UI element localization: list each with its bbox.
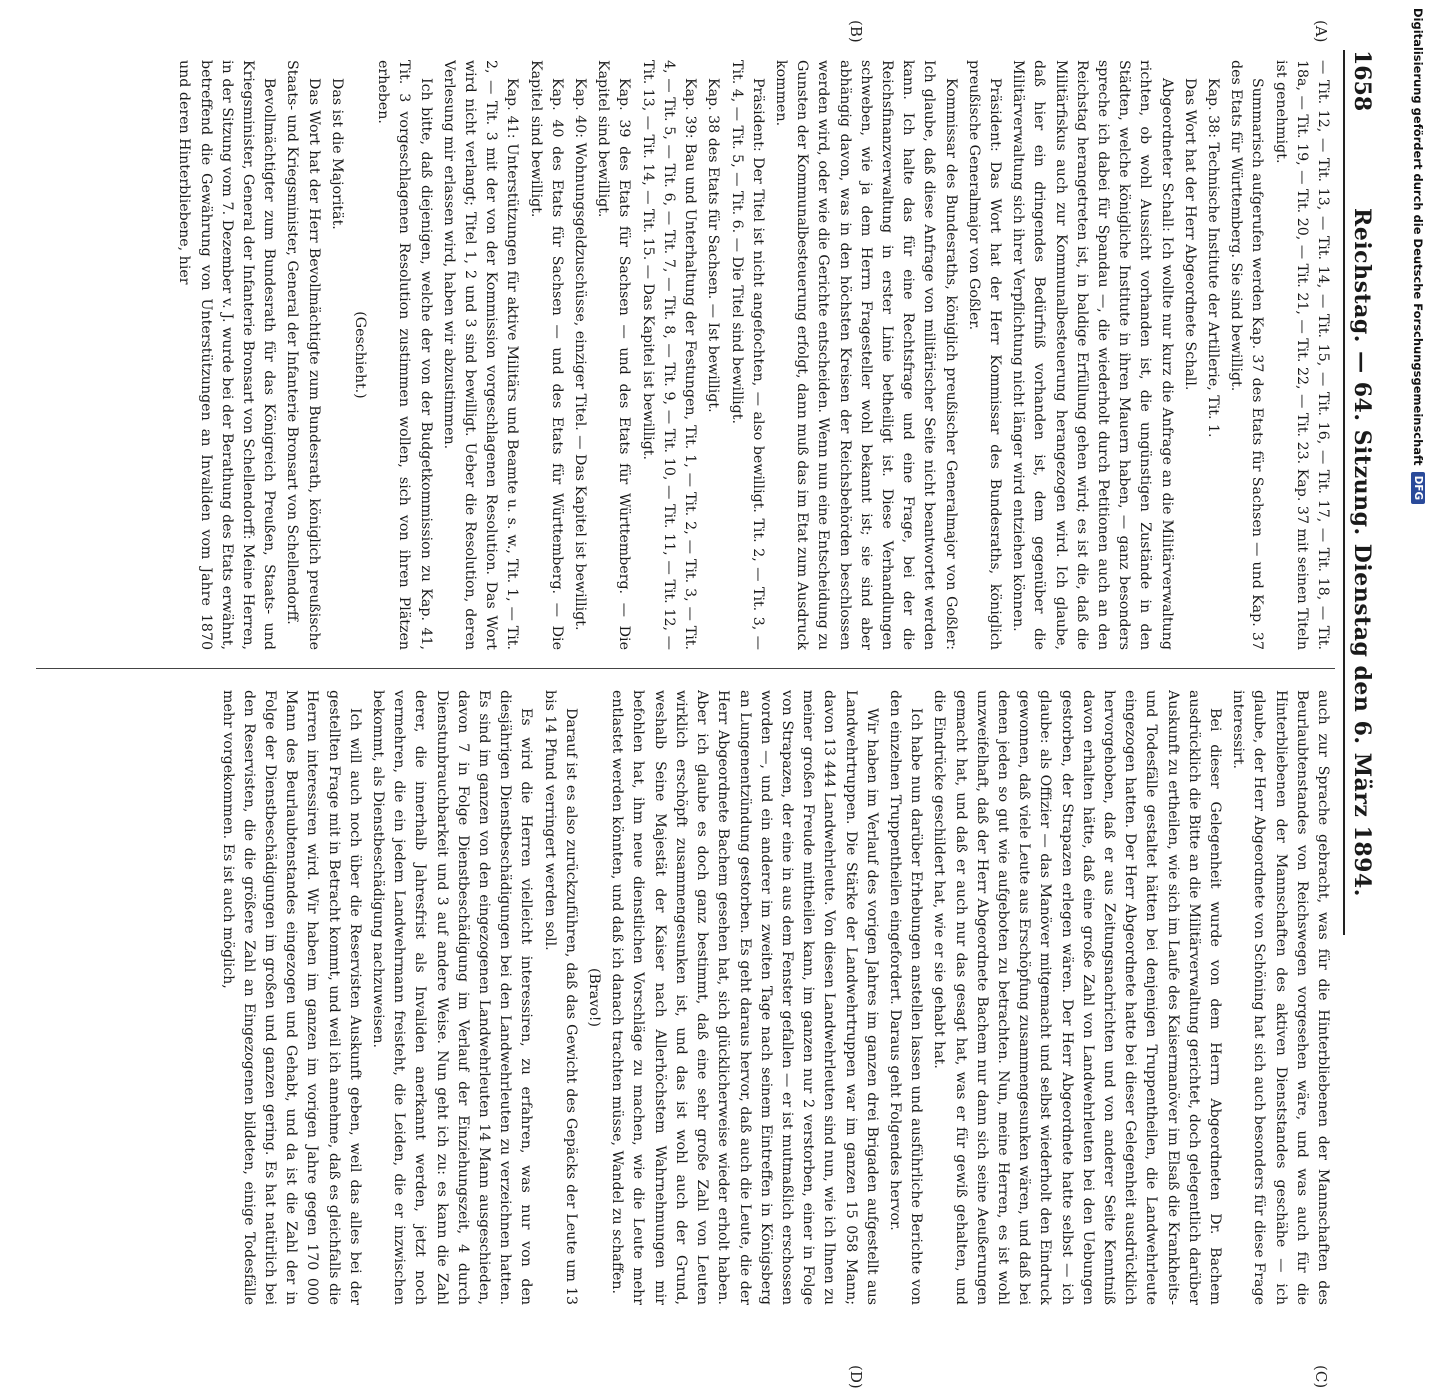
paragraph: Summarisch aufgerufen werden Kap. 37 des Etats für Sachsen — und Kap. 37 des Etats für Württemberg. Sie sind bewilligt. bbox=[1228, 60, 1266, 650]
paragraph: Ich will auch noch über die Reservisten Auskunft geben, weil das alles bei der gestellten Frage mit in Betracht kommt, und weil ich annehme, daß es gleichfalls die Herren interessiren wird. Wir haben im ganzen im vorigen Jahre gegen 170 000 Mann des Beurlaubtenstandes eingezogen und Gehabt, und da ist die Zahl der in Folge der Dienstbeschädigungen im großen und ganzen gering. Es hat natürlich bei den Reservisten, die die größere Zahl an Eingezogenen bildeten, einige Todesfälle mehr vorgekommen. Es ist auch möglich, bbox=[219, 690, 363, 1305]
margin-marker-b: (B) bbox=[847, 20, 865, 43]
page-number: 1658 bbox=[1349, 50, 1375, 112]
interjection: (Bravo!) bbox=[586, 968, 603, 1027]
page-title: Reichstag. — 64. Sitzung. Dienstag den 6. März 1894. bbox=[1349, 208, 1375, 897]
dfg-logo: DFG bbox=[1411, 472, 1425, 505]
paragraph: Ich habe nun darüber Erhebungen anstellen lassen und ausführliche Berichte von den einzelnen Truppentheilen eingefordert. Daraus geht Folgendes hervor. bbox=[886, 690, 925, 1305]
paragraph: Kap. 40 des Etats für Sachsen — und des Etats für Württemberg. — Die Kapitel sind bewilligt. bbox=[527, 60, 565, 650]
paragraph: Kap. 39: Bau und Unterhaltung der Festungen, Tit. 1, — Tit. 2, — Tit. 3, — Tit. 4, — Tit. 5, — Tit. 6, — Tit. 7, — Tit. 8, — Tit. 9, — Tit. 10, — Tit. 11, — Tit. 12, — Tit. 13, — Tit. 14, — Tit. 15. — Das Kapitel ist bewilligt. bbox=[639, 60, 699, 650]
paragraph: Bei dieser Gelegenheit wurde von dem Herrn Abgeordneten Dr. Bachem ausdrücklich die Bitte an die Militärverwaltung gerichtet, doch gelegentlich darüber Auskunft zu ertheilen, wie sich im Laufe des Kaisermanöver im Elsaß die Krankheits- und Todesfälle gestaltet hätten bei denjenigen Truppentheilen, die Landwehrleute eingezogen hatten. Der Herr Abgeordnete hatte bei dieser Gelegenheit ausdrücklich hervorgehoben, daß er aus Zeitungsnachrichten und von anderer Seite Kenntniß davon erhalten hätte, daß eine große Zahl von Landwehrleuten bei den Uebungen gestorben, der Strapazen erlegen wären. Der Herr Abgeordnete hatte selbst — ich glaube: als Offizier — das Manöver mitgemacht und selbst wiederholt den Eindruck gewonnen, daß viele Leute aus Erschöpfung zusammengesunken wären, und daß bei denen jeden so gut wie aufgeboten zu betrachten. Nun, meine Herren, es ist wohl unzweifelhaft, daß der Herr Abgeordnete Bachem nur dann sich seine Aeußerungen gemacht hat, und daß er auch nur das gesagt hat, was er für gewiß gehalten, und die Eindrücke geschildert hat, wie er sie gehabt hat. bbox=[931, 690, 1223, 1305]
right-column bbox=[40, 690, 1333, 1305]
paragraph: — Tit. 12, — Tit. 13, — Tit. 14, — Tit. 15, — Tit. 16, — Tit. 17, — Tit. 18, — Tit. 18a, — Tit. 19, — Tit. 20, — Tit. 21, — Tit. 22, — Tit. 23. Kap. 37 mit seinen Titeln ist genehmigt. bbox=[1272, 60, 1331, 650]
paragraph: Abgeordneter Schall: Ich wollte nur kurz die Anfrage an die Militärverwaltung richten, ob wohl Aussicht vorhanden ist, die ungünstigen Zustände in den Städten, welche königliche Institute in ihren Mauern haben, — ganz besonders spreche ich dabei für Spandau —, die wiederholt durch Petitionen auch an den Reichstag herangetreten ist, in baldige Erfüllung gehen wird; es ist die, daß die Militärfiskus auch zur Kommunalbesteuerung herangezogen wird. Ich glaube, daß hier ein dringendes Bedürfniß vorhanden ist, dem gegenüber die Militärverwaltung sich ihrer Verpflichtung nicht länger wird entziehen können. bbox=[1010, 60, 1175, 650]
paragraph: Präsident: Der Titel ist nicht angefochten, — also bewilligt. Tit. 2, — Tit. 3, — Tit. 4, — Tit. 5, — Tit. 6. — Die Titel sind bewilligt. bbox=[728, 60, 766, 650]
margin-marker-a: (A) bbox=[1312, 20, 1330, 43]
margin-marker-c: (C) bbox=[1312, 1365, 1330, 1389]
dfg-notice bbox=[1408, 8, 1428, 993]
left-column bbox=[40, 60, 1333, 650]
paragraph: Darauf ist es also zurückzuführen, daß das Gewicht des Gepäcks der Leute um 13 bis 14 Pfund verringert werden soll. bbox=[541, 690, 579, 1305]
paragraph: Kap. 39 des Etats für Sachsen — und des Etats für Württemberg. — Die Kapitel sind bewilligt. bbox=[595, 60, 633, 650]
paragraph: Das Wort hat der Herr Abgeordnete Schall. bbox=[1181, 78, 1198, 391]
paragraph: Es wird die Herren vielleicht interessiren, zu erfahren, was nur von den diesjährigen Dienstbeschädigungen bei den Landwehrleuten zu verzeichnen hatten. Es sind im ganzen von den eingezogenen Landwehrleuten 14 Mann ausgeschieden, davon 7 in Folge Dienstbeschädigung im Verlauf der Einziehungszeit, 4 durch Dienstunbrauchbarkeit und 3 auf andere Weise. Nun geht ich zu: es kann die Zahl derer, die innerhalb Jahresfrist als Invaliden anerkannt werden, jetzt noch vermehren, die ein jedem Landwehrmann freisteht, die Leiden, die er inzwischen bekommt, als Dienstbeschädigung nachzuweisen. bbox=[370, 690, 535, 1305]
paragraph: Kap. 41: Unterstützungen für aktive Militärs und Beamte u. s. w., Tit. 1, — Tit. 2, — Tit. 3 mit der von der Kommission vorgeschlagenen Resolution. Das Wort wird nicht verlangt; Titel 1, 2 und 3 sind bewilligt. Ueber die Resolution, deren Verlesung mir erlassen wird, haben wir abzustimmen. bbox=[440, 60, 521, 650]
margin-marker-d: (D) bbox=[847, 1365, 865, 1389]
paragraph: Bevollmächtigter zum Bundesrath für das Königreich Preußen, Staats- und Kriegsminister, General der Infanterie Bronsart von Schellendorff: Meine Herren, in der Sitzung vom 7. Dezember v. J. wurde bei der Berathung des Etats erwähnt, betreffend die Gewährung von Unterstützungen an Invaliden vom Jahre 1870 und deren Hinterbliebene, hier bbox=[176, 60, 278, 650]
paragraph: auch zur Sprache gebracht, was für die Hinterbliebenen der Mannschaften des Beurlaubtenstandes von Reichswegen vorgesehen wäre, und was auch für die Hinterbliebenen der Mannschaften des aktiven Dienststandes geschähe — ich glaube, der Herr Abgeordnete von Schöning hat sich auch besonders für diese Frage interessirt. bbox=[1230, 690, 1331, 1305]
paragraph: Kap. 38: Technische Institute der Artillerie, Tit. 1. bbox=[1204, 78, 1221, 438]
paragraph: Kommissar des Bundesraths, königlich preußischer Generalmajor von Goßler: Ich glaube, daß diese Anfrage von militärischer Seite nicht beantwortet werden kann. Ich halte das für eine Rechtsfrage und eine Frage, bei der die Reichsfinanzverwaltung in erster Linie betheiligt ist. Diese Verhandlungen schweben, wie ja dem Herrn Fragesteller wohl bekannt ist; sie sind aber abhängig davon, was in den höchsten Kreisen der Reichsbehörden beschlossen werden wird, oder wie die Gerichte entscheiden. Wenn nun eine Entscheidung zu Gunsten der Kommunalbesteuerung erfolgt, dann muß das im Etat zum Ausdruck kommen. bbox=[772, 60, 959, 650]
paragraph: Kap. 38 des Etats für Sachsen. — Ist bewilligt. bbox=[705, 78, 722, 413]
paragraph: Wir haben im Verlauf des vorigen Jahres im ganzen drei Brigaden aufgestellt aus Landwehrtruppen. Die Stärke der Landwehrtruppen war im ganzen 15 058 Mann; davon 13 444 Landwehrleute. Von diesen Landwehrleuten sind nun, wie ich Ihnen zu meiner großen Freude mittheilen kann, im ganzen nur 2 verstorben, einer in Folge von Strapazen, der eine in aus dem Fenster gefallen — er ist mutmaßlich erschossen worden —, und ein anderer im zweiten Tage nach seinem Eintreffen in Königsberg an Lungenentzündung gestorben. Es geht daraus hervor, daß auch die Leute, die der Herr Abgeordnete Bachem gesehen hat, sich glücklicherweise wieder erholt haben. Aber ich glaube es doch ganz bestimmt, daß eine sehr große Zahl von Leuten wirklich erschöpft zusammengesunken ist, und das ist wohl auch der Grund, weshalb Seine Majestät der Kaiser nach Allerhöchstem Wahrnehmungen mir befohlen hat, ihm neue dienstlichen Vorschläge zu machen, wie die Leute mehr entlastet werden könnten, und daß ich danach trachten müsse, Wandel zu schaffen. bbox=[609, 690, 880, 1305]
page-header bbox=[1343, 50, 1383, 935]
dfg-notice-text: Digitalisierung gefördert durch die Deutsche Forschungsgemeinschaft bbox=[1411, 8, 1425, 466]
interjection: (Geschieht.) bbox=[352, 311, 369, 399]
paragraph: Das ist die Majorität. bbox=[328, 78, 345, 230]
paragraph: Das Wort hat der Herr Bevollmächtigte zum Bundesrath, königlich preußische Staats- und Kriegsminister, General der Infanterie Bronsart von Schellendorff. bbox=[284, 60, 322, 650]
paragraph: Präsident: Das Wort hat der Herr Kommissar des Bundesraths, königlich preußische Generalmajor von Goßler. bbox=[965, 60, 1003, 650]
paragraph: Kap. 40: Wohnungsgeldzuschüsse, einziger Titel. — Das Kapitel ist bewilligt. bbox=[572, 78, 589, 631]
column-divider bbox=[36, 668, 1335, 669]
paragraph: Ich bitte, daß diejenigen, welche der von der Budgetkommission zu Kap. 41, Tit. 3 vorgeschlagenen Resolution zustimmen wollen, sich von ihren Plätzen erheben. bbox=[375, 60, 434, 650]
